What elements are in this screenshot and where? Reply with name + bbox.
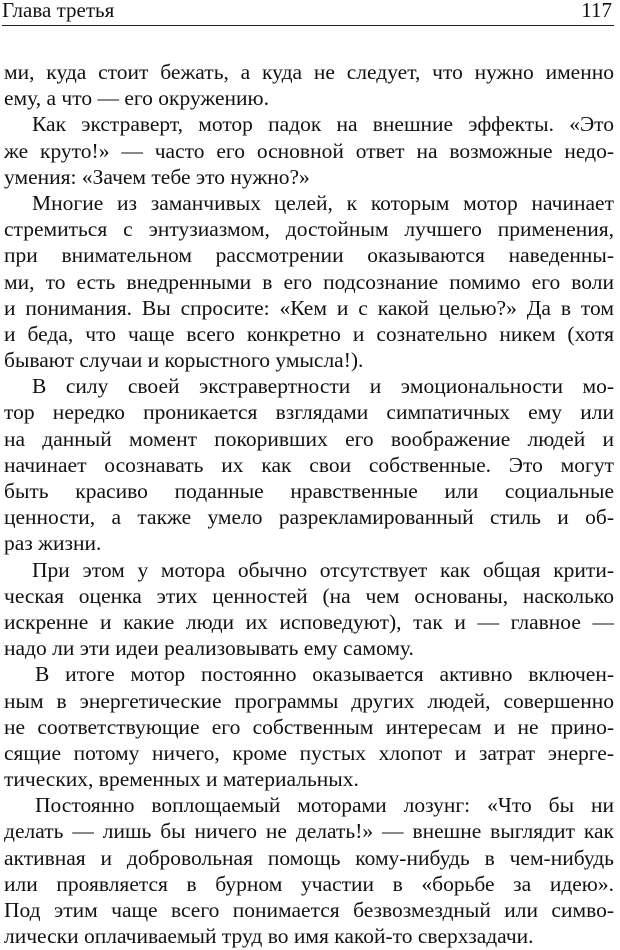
paragraph xyxy=(4,792,614,949)
text-line: В итоге мотор постоянно оказывается активно включен- xyxy=(35,662,614,687)
page-body xyxy=(4,59,614,949)
text-line: лически оплачиваемый труд во имя какой-то сверхзадачи. xyxy=(4,924,534,949)
text-line: ми, куда стоит бежать, а куда не следует, что нужно именно xyxy=(4,60,614,84)
text-line: В силу своей экстравертности и эмоциональности мо- xyxy=(32,374,614,399)
paragraph xyxy=(4,59,614,111)
paragraph xyxy=(4,557,614,662)
paragraph xyxy=(4,190,614,373)
text-line: Постоянно воплощаемый моторами лозунг: «Что бы ни xyxy=(35,793,614,818)
running-header xyxy=(2,0,614,26)
text-line: искренне и какие люди их исповедуют), так и — главное — xyxy=(4,609,614,634)
text-line: ему, а что — его окружению. xyxy=(4,86,269,111)
text-line: не соответствующие его собственным интересам и не прино- xyxy=(4,714,614,739)
text-line: сящие потому ничего, кроме пустых хлопот и затрат энерге- xyxy=(4,740,614,765)
text-line: при внимательном рассмотрении оказываются наведенны- xyxy=(4,243,614,268)
paragraph xyxy=(4,661,614,792)
text-line: ным в энергетические программы других людей, совершенно xyxy=(4,688,614,713)
text-line: же круто!» — часто его основной ответ на возможные недо- xyxy=(4,138,614,163)
text-line: При этом у мотора обычно отсутствует как общая крити- xyxy=(32,557,614,582)
text-line: Многие из заманчивых целей, к которым мотор начинает xyxy=(32,190,614,215)
paragraph xyxy=(4,373,614,556)
text-line: ческая оценка этих ценностей (на чем основаны, насколько xyxy=(4,583,614,608)
chapter-title: Глава третья xyxy=(2,0,115,22)
text-line: начинает осознавать их как свои собственные. Это могут xyxy=(4,452,614,477)
page-number: 117 xyxy=(581,0,612,22)
text-line: умения: «Зачем тебе это нужно?» xyxy=(4,164,310,189)
text-line: стремиться с энтузиазмом, достойным лучшего применения, xyxy=(4,217,614,242)
text-line: активная и добровольная помощь кому-нибудь в чем-нибудь xyxy=(4,845,614,870)
text-line: и понимания. Вы спросите: «Кем и с какой целью?» Да в том xyxy=(4,295,614,320)
text-line: делать — лишь бы ничего не делать!» — внешне выглядит как xyxy=(4,819,614,844)
text-line: бывают случаи и корыстного умысла!). xyxy=(4,348,364,373)
text-line: надо ли эти идеи реализовывать ему самому. xyxy=(4,636,414,661)
text-line: или проявляется в бурном участии в «борьбе за идею». xyxy=(4,871,614,896)
text-line: на данный момент покоривших его воображение людей и xyxy=(4,426,614,451)
text-line: Под этим чаще всего понимается безвозмездный или симво- xyxy=(4,898,614,922)
text-line: Как экстраверт, мотор падок на внешние эффекты. «Это xyxy=(32,112,614,137)
text-line: и беда, что чаще всего конкретно и сознательно никем (хотя xyxy=(4,321,614,346)
text-line: ми, то есть внедренными в его подсознание помимо его воли xyxy=(4,269,614,294)
text-line: быть красиво поданные нравственные или социальные xyxy=(4,479,614,503)
text-line: тических, временных и материальных. xyxy=(4,767,359,792)
paragraph xyxy=(4,111,614,190)
text-line: раз жизни. xyxy=(4,531,102,556)
text-line: ценности, а также умело разрекламированный стиль и об- xyxy=(4,505,614,530)
text-line: тор нередко проникается взглядами симпатичных ему или xyxy=(4,400,614,425)
